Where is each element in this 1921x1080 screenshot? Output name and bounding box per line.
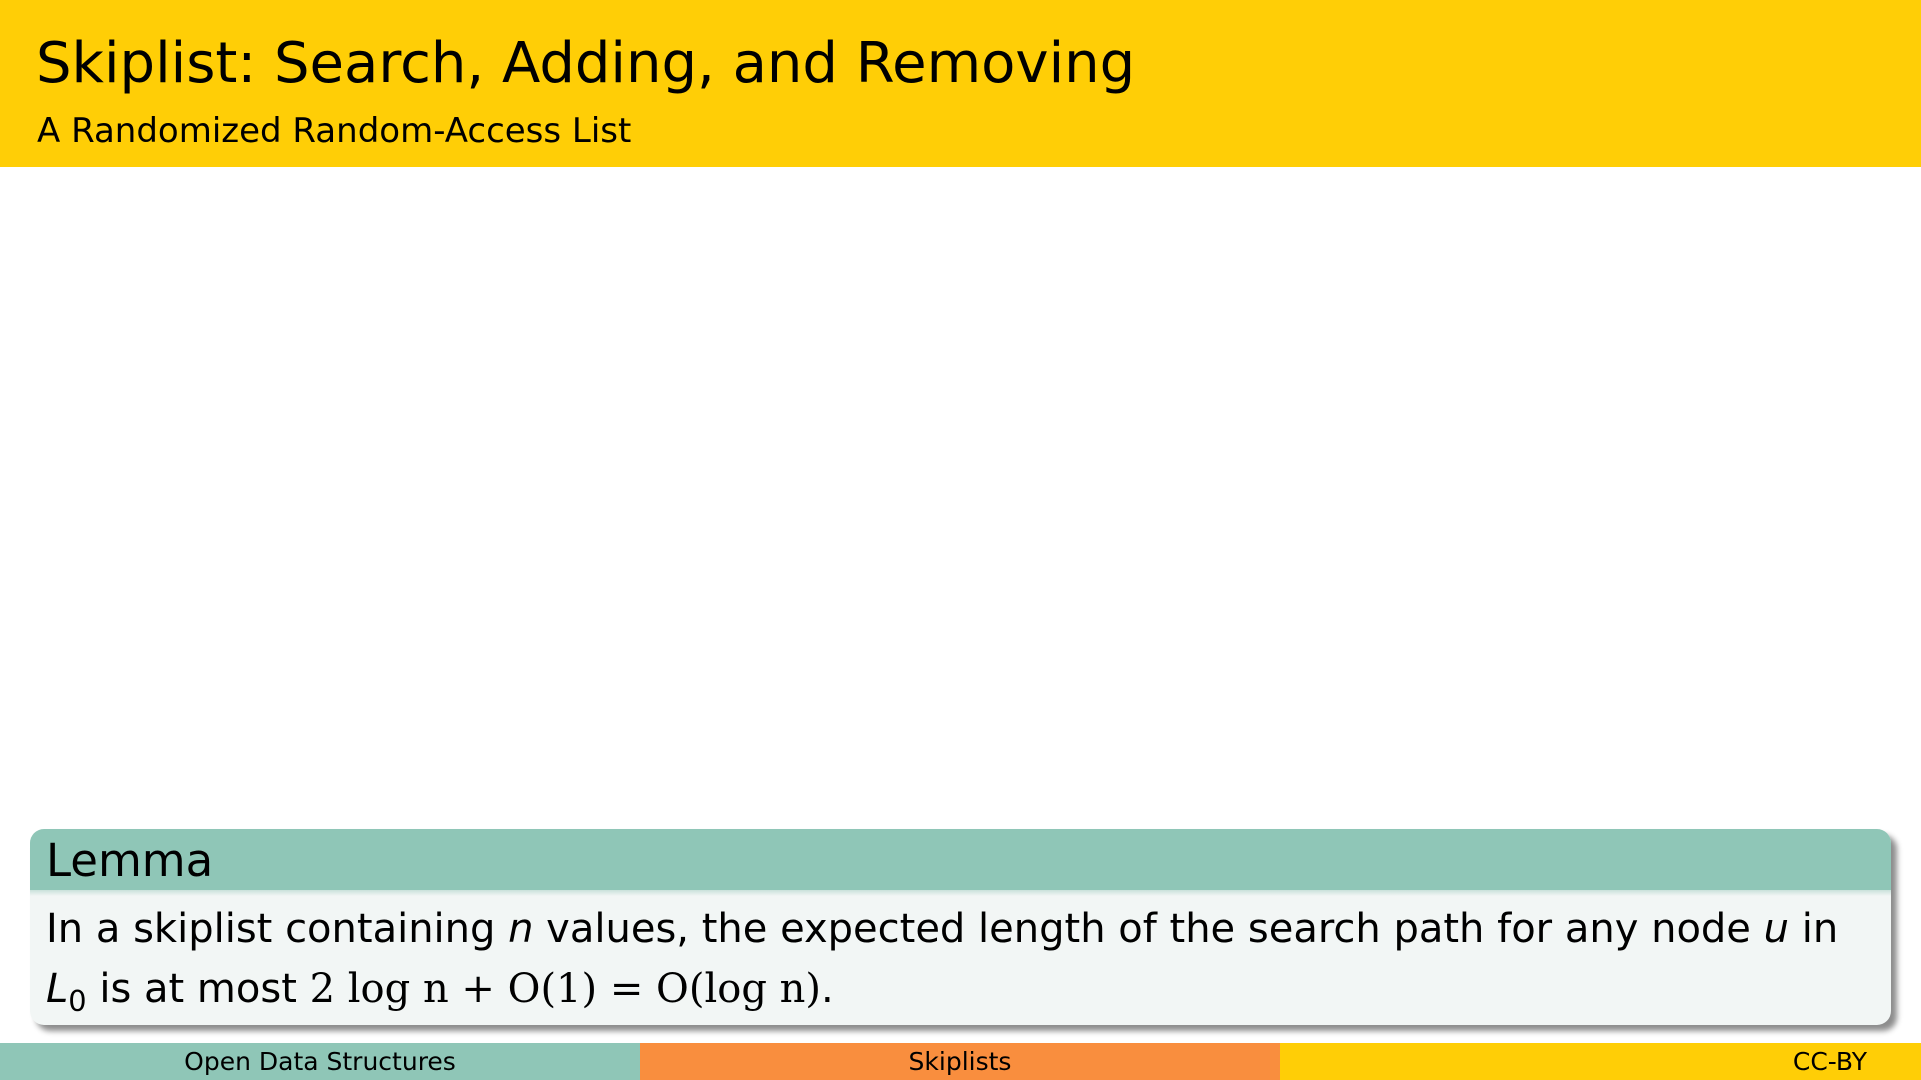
lemma-text-part: is at most — [86, 966, 310, 1012]
lemma-title: Lemma — [46, 834, 214, 887]
lemma-header-shadow — [30, 890, 1891, 896]
math-subscript: 0 — [68, 984, 87, 1018]
lemma-text-part: in — [1788, 906, 1839, 952]
lemma-header — [30, 829, 1891, 890]
lemma-text-part: In a skiplist containing — [46, 906, 509, 952]
lemma-formula: 2 log n + O(1) = O(log n) — [309, 966, 822, 1012]
footer-course-title: Open Data Structures — [0, 1043, 640, 1080]
lemma-text-part: . — [821, 966, 834, 1012]
slide-header — [0, 0, 1921, 167]
slide-subtitle: A Randomized Random-Access List — [37, 111, 632, 151]
slide-footer — [0, 1043, 1921, 1080]
lemma-statement — [46, 899, 1881, 1019]
math-variable-u: u — [1763, 906, 1789, 952]
lemma-text-part: values, the expected length of the search path for any node — [533, 906, 1764, 952]
math-variable-L: L — [46, 966, 69, 1012]
lemma-block — [30, 829, 1891, 1025]
math-variable-n: n — [508, 906, 534, 952]
slide-title: Skiplist: Search, Adding, and Removing — [36, 31, 1136, 96]
footer-license: CC-BY — [1280, 1043, 1921, 1080]
footer-section-title: Skiplists — [640, 1043, 1280, 1080]
